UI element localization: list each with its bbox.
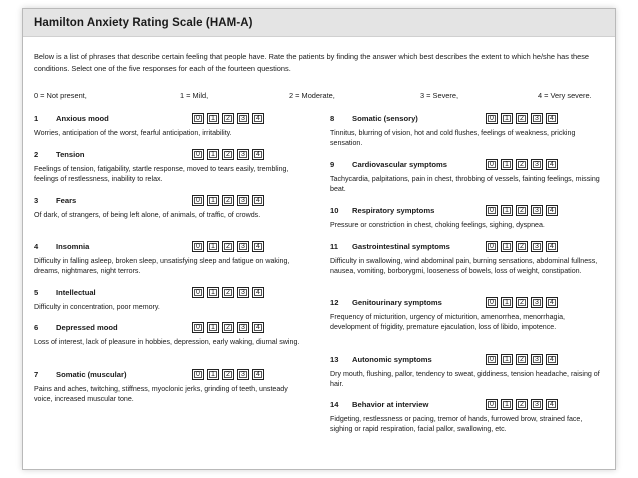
item-number: 4 xyxy=(34,242,39,251)
item-name: Anxious mood xyxy=(56,114,109,123)
rating-checkbox-0[interactable]: 0 xyxy=(192,113,204,124)
item-header xyxy=(330,205,600,219)
rating-checkbox-0[interactable]: 0 xyxy=(486,297,498,308)
form-title: Hamilton Anxiety Rating Scale (HAM-A) xyxy=(34,17,253,29)
rating-checkbox-0[interactable]: 0 xyxy=(486,399,498,410)
rating-options xyxy=(192,113,264,124)
rating-checkbox-2[interactable]: 2 xyxy=(516,297,528,308)
rating-options xyxy=(192,287,264,298)
item-number: 9 xyxy=(330,160,335,169)
item-9 xyxy=(330,159,600,194)
rating-checkbox-2[interactable]: 2 xyxy=(222,241,234,252)
rating-checkbox-0[interactable]: 0 xyxy=(486,113,498,124)
rating-checkbox-0[interactable]: 0 xyxy=(192,322,204,333)
rating-checkbox-2[interactable]: 2 xyxy=(222,195,234,206)
item-description: Frequency of micturition, urgency of micturition, amenorrhea, menorrhagia, development of frigidity, premature ejaculation, loss of libido, impotence. xyxy=(330,313,565,331)
rating-checkbox-4[interactable]: 4 xyxy=(546,354,558,365)
item-11 xyxy=(330,241,600,276)
rating-checkbox-4[interactable]: 4 xyxy=(252,195,264,206)
rating-checkbox-4[interactable]: 4 xyxy=(252,369,264,380)
scale-label-1: 1 = Mild, xyxy=(180,91,209,100)
rating-checkbox-3[interactable]: 3 xyxy=(237,241,249,252)
rating-checkbox-1[interactable]: 1 xyxy=(501,241,513,252)
item-description: Pressure or constriction in chest, choking feelings, sighing, dyspnea. xyxy=(330,221,545,229)
item-description: Tinnitus, blurring of vision, hot and cold flushes, feelings of weakness, pricking sensation. xyxy=(330,129,576,147)
item-10 xyxy=(330,205,600,230)
scale-label-0: 0 = Not present, xyxy=(34,91,87,100)
item-6 xyxy=(34,322,304,347)
rating-options xyxy=(486,241,558,252)
rating-options xyxy=(192,195,264,206)
rating-checkbox-0[interactable]: 0 xyxy=(486,354,498,365)
item-12 xyxy=(330,297,600,332)
rating-checkbox-3[interactable]: 3 xyxy=(531,159,543,170)
item-description: Loss of interest, lack of pleasure in hobbies, depression, early waking, diurnal swing. xyxy=(34,338,300,346)
rating-options xyxy=(486,297,558,308)
rating-checkbox-4[interactable]: 4 xyxy=(546,113,558,124)
rating-checkbox-0[interactable]: 0 xyxy=(192,195,204,206)
item-name: Fears xyxy=(56,196,77,205)
item-name: Intellectual xyxy=(56,288,96,297)
rating-checkbox-3[interactable]: 3 xyxy=(531,297,543,308)
item-8 xyxy=(330,113,600,148)
rating-options xyxy=(192,369,264,380)
item-13 xyxy=(330,354,600,389)
rating-checkbox-2[interactable]: 2 xyxy=(222,149,234,160)
item-name: Genitourinary symptoms xyxy=(352,298,442,307)
rating-checkbox-0[interactable]: 0 xyxy=(486,241,498,252)
rating-options xyxy=(192,241,264,252)
item-header xyxy=(330,297,600,311)
rating-checkbox-3[interactable]: 3 xyxy=(237,287,249,298)
item-description: Dry mouth, flushing, pallor, tendency to sweat, giddiness, tension headache, raising of hair. xyxy=(330,370,600,388)
rating-checkbox-3[interactable]: 3 xyxy=(237,369,249,380)
rating-checkbox-0[interactable]: 0 xyxy=(486,205,498,216)
item-header xyxy=(34,241,304,255)
item-4 xyxy=(34,241,304,276)
rating-checkbox-1[interactable]: 1 xyxy=(207,287,219,298)
item-header xyxy=(34,322,304,336)
rating-checkbox-1[interactable]: 1 xyxy=(207,149,219,160)
item-number: 8 xyxy=(330,114,335,123)
rating-checkbox-4[interactable]: 4 xyxy=(546,159,558,170)
item-number: 5 xyxy=(34,288,39,297)
rating-checkbox-1[interactable]: 1 xyxy=(207,322,219,333)
rating-checkbox-1[interactable]: 1 xyxy=(207,113,219,124)
item-3 xyxy=(34,195,304,220)
rating-checkbox-4[interactable]: 4 xyxy=(546,241,558,252)
item-2 xyxy=(34,149,304,184)
rating-options xyxy=(192,149,264,160)
item-7 xyxy=(34,369,304,404)
rating-checkbox-4[interactable]: 4 xyxy=(252,287,264,298)
rating-checkbox-2[interactable]: 2 xyxy=(516,399,528,410)
item-header xyxy=(34,195,304,209)
item-name: Somatic (sensory) xyxy=(352,114,418,123)
item-description: Difficulty in falling asleep, broken sleep, unsatisfying sleep and fatigue on waking, dreams, nightmares, night terrors. xyxy=(34,257,290,275)
item-header xyxy=(330,354,600,368)
rating-checkbox-0[interactable]: 0 xyxy=(192,149,204,160)
item-number: 1 xyxy=(34,114,39,123)
rating-checkbox-2[interactable]: 2 xyxy=(516,205,528,216)
item-number: 13 xyxy=(330,355,339,364)
item-name: Cardiovascular symptoms xyxy=(352,160,447,169)
item-name: Behavior at interview xyxy=(352,400,429,409)
item-header xyxy=(330,159,600,173)
item-description: Difficulty in concentration, poor memory. xyxy=(34,303,160,311)
rating-checkbox-1[interactable]: 1 xyxy=(501,399,513,410)
rating-checkbox-3[interactable]: 3 xyxy=(237,113,249,124)
rating-options xyxy=(486,399,558,410)
item-number: 12 xyxy=(330,298,339,307)
rating-checkbox-4[interactable]: 4 xyxy=(252,113,264,124)
rating-checkbox-2[interactable]: 2 xyxy=(222,369,234,380)
rating-checkbox-3[interactable]: 3 xyxy=(531,241,543,252)
item-description: Feelings of tension, fatigability, startle response, moved to tears easily, trembling, feelings of restlessness, inability to relax. xyxy=(34,165,289,183)
rating-checkbox-1[interactable]: 1 xyxy=(501,205,513,216)
scale-label-3: 3 = Severe, xyxy=(420,91,459,100)
rating-checkbox-1[interactable]: 1 xyxy=(207,195,219,206)
rating-checkbox-1[interactable]: 1 xyxy=(501,159,513,170)
item-header xyxy=(34,113,304,127)
rating-form xyxy=(22,8,616,470)
rating-options xyxy=(192,322,264,333)
rating-checkbox-2[interactable]: 2 xyxy=(516,113,528,124)
item-number: 2 xyxy=(34,150,39,159)
item-description: Pains and aches, twitching, stiffness, myoclonic jerks, grinding of teeth, unsteady voice, increased muscular tone. xyxy=(34,385,288,403)
item-name: Insomnia xyxy=(56,242,90,251)
rating-checkbox-0[interactable]: 0 xyxy=(192,287,204,298)
rating-checkbox-2[interactable]: 2 xyxy=(222,113,234,124)
rating-checkbox-3[interactable]: 3 xyxy=(237,149,249,160)
item-description: Of dark, of strangers, of being left alone, of animals, of traffic, of crowds. xyxy=(34,211,261,219)
item-header xyxy=(330,399,600,413)
rating-checkbox-4[interactable]: 4 xyxy=(546,205,558,216)
item-description: Fidgeting, restlessness or pacing, tremor of hands, furrowed brow, strained face, sighing or rapid respiration, facial pallor, swallowing, etc. xyxy=(330,415,583,433)
scale-label-4: 4 = Very severe. xyxy=(538,91,592,100)
item-14 xyxy=(330,399,600,434)
rating-checkbox-0[interactable]: 0 xyxy=(192,241,204,252)
item-name: Depressed mood xyxy=(56,323,118,332)
rating-checkbox-2[interactable]: 2 xyxy=(222,287,234,298)
item-number: 7 xyxy=(34,370,39,379)
item-number: 6 xyxy=(34,323,39,332)
rating-checkbox-4[interactable]: 4 xyxy=(546,297,558,308)
rating-checkbox-4[interactable]: 4 xyxy=(252,322,264,333)
rating-checkbox-0[interactable]: 0 xyxy=(192,369,204,380)
rating-checkbox-4[interactable]: 4 xyxy=(252,149,264,160)
item-header xyxy=(34,287,304,301)
rating-checkbox-3[interactable]: 3 xyxy=(531,205,543,216)
item-header xyxy=(330,241,600,255)
item-number: 14 xyxy=(330,400,339,409)
rating-checkbox-1[interactable]: 1 xyxy=(501,297,513,308)
rating-checkbox-1[interactable]: 1 xyxy=(207,241,219,252)
rating-checkbox-1[interactable]: 1 xyxy=(207,369,219,380)
item-name: Gastrointestinal symptoms xyxy=(352,242,450,251)
rating-checkbox-2[interactable]: 2 xyxy=(516,354,528,365)
item-1 xyxy=(34,113,304,138)
rating-checkbox-3[interactable]: 3 xyxy=(531,399,543,410)
rating-checkbox-2[interactable]: 2 xyxy=(516,241,528,252)
rating-checkbox-3[interactable]: 3 xyxy=(237,195,249,206)
item-description: Tachycardia, palpitations, pain in chest, throbbing of vessels, fainting feelings, missing beat. xyxy=(330,175,600,193)
rating-checkbox-4[interactable]: 4 xyxy=(546,399,558,410)
form-instructions: Below is a list of phrases that describe certain feeling that people have. Rate the patients by finding the answer which best describes the extent to which he/she has these conditions. Select one of the five responses for each of the fourteen questions. xyxy=(34,52,590,73)
rating-options xyxy=(486,113,558,124)
item-description: Difficulty in swallowing, wind abdominal pain, burning sensations, abdominal fullness, nausea, vomiting, borborygmi, looseness of bowels, loss of weight, constipation. xyxy=(330,257,598,275)
item-name: Somatic (muscular) xyxy=(56,370,127,379)
rating-checkbox-3[interactable]: 3 xyxy=(531,113,543,124)
rating-checkbox-4[interactable]: 4 xyxy=(252,241,264,252)
item-name: Tension xyxy=(56,150,85,159)
item-header xyxy=(34,149,304,163)
item-5 xyxy=(34,287,304,312)
item-number: 10 xyxy=(330,206,339,215)
item-number: 11 xyxy=(330,242,339,251)
item-header xyxy=(330,113,600,127)
rating-checkbox-0[interactable]: 0 xyxy=(486,159,498,170)
title-bar xyxy=(23,9,615,37)
rating-options xyxy=(486,205,558,216)
rating-checkbox-1[interactable]: 1 xyxy=(501,354,513,365)
item-name: Autonomic symptoms xyxy=(352,355,432,364)
item-header xyxy=(34,369,304,383)
item-description: Worries, anticipation of the worst, fearful anticipation, irritability. xyxy=(34,129,232,137)
rating-checkbox-3[interactable]: 3 xyxy=(531,354,543,365)
rating-checkbox-1[interactable]: 1 xyxy=(501,113,513,124)
scale-label-2: 2 = Moderate, xyxy=(289,91,335,100)
rating-checkbox-3[interactable]: 3 xyxy=(237,322,249,333)
rating-options xyxy=(486,159,558,170)
item-name: Respiratory symptoms xyxy=(352,206,435,215)
item-number: 3 xyxy=(34,196,39,205)
rating-options xyxy=(486,354,558,365)
rating-checkbox-2[interactable]: 2 xyxy=(222,322,234,333)
rating-checkbox-2[interactable]: 2 xyxy=(516,159,528,170)
